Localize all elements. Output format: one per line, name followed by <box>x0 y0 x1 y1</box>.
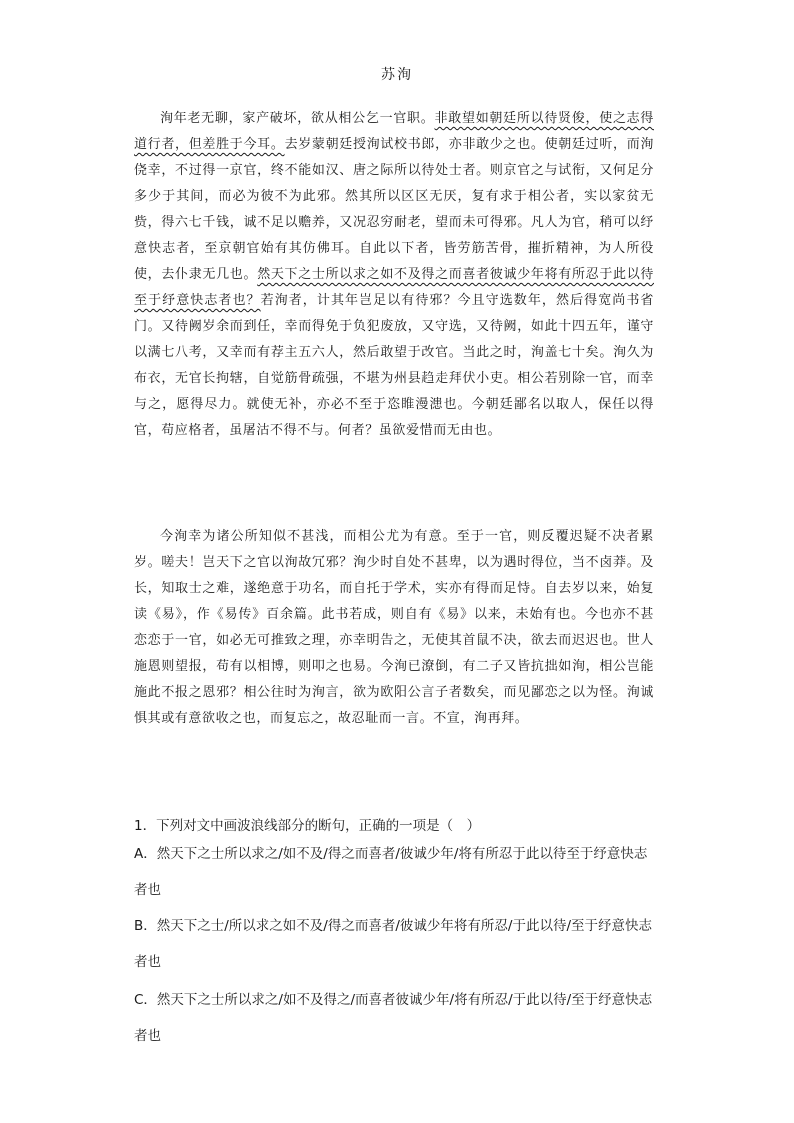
option-b: B．然天下之士/所以求之如不及/得之而喜者/彼诚少年将有所忍/于此以待/至于纾意快志者也 <box>134 918 653 970</box>
passage-text: 去岁蒙朝廷授洵试校书郎，亦非敢少之也。使朝廷过听，而洵侥幸，不过得一京官，终不能如汉、唐之际所以待处士者。则京官之与试衔，又何足分多少于其间，而必为彼不为此邪。然其所以区区无厌，复有求于相公者，实以家贫无赀，得六七千钱，诚不足以赡养，又况忍穷耐老，望而未可得邪。凡人为官，稍可以纾意快志者，至京朝官始有其仿佛耳。自此以下者，皆劳筋苦骨，摧折精神，为人所役使，去仆隶无几也。 <box>134 137 655 282</box>
passage-paragraph-1 <box>134 106 654 444</box>
wavy-underlined-sentence: 然天下之士所以求之如不及得之而喜者彼诚少年将有所忍于此以待至于纾意快志者也？ <box>134 267 654 308</box>
option-c: C．然天下之士所以求之/如不及得之/而喜者彼诚少年/将有所忍/于此以待/至于纾意快志者也 <box>134 992 653 1044</box>
question-stem: 1．下列对文中画波浪线部分的断句，正确的一项是（ ） <box>134 818 481 834</box>
passage-paragraph-2: 今洵幸为诸公所知似不甚浅，而相公尤为有意。至于一官，则反覆迟疑不决者累岁。嗟夫！岂天下之官以洵故冗邪？洵少时自处不甚卑，以为遇时得位，当不卤莽。及长，知取士之难，遂绝意于功名，而自托于学术，实亦有得而足恃。自去岁以来，始复读《易》，作《易传》百余篇。此书若成，则自有《易》以来，未始有也。今也亦不甚恋恋于一官，如必无可推致之理，亦幸明告之，无使其首鼠不决，欲去而迟迟也。世人施恩则望报，苟有以相博，则叩之也易。今洵已潦倒，有二子又皆抗拙如洵，相公岂能施此不报之恩邪？相公往时为洵言，欲为欧阳公言子者数矣，而见鄙恋之以为怪。洵诚惧其或有意欲收之也，而复忘之，故忍耻而一言。不宣，洵再拜。 <box>134 529 654 726</box>
passage-text: 洵年老无聊，家产破坏，欲从相公乞一官职。 <box>160 111 435 126</box>
passage-text: 若洵者，计其年岂足以有待邪？今且守选数年，然后得宽尚书省门。又待阙岁余而到任，幸而得免于负犯废放，又守选，又待阙，如此十四五年，谨守以满七八考，又幸而有荐主五六人，然后敢望于改官。当此之时，洵盖七十矣。洵久为布衣，无官长拘辖，自觉筋骨疏强，不堪为州县趋走拜伏小吏。相公若别除一官，而幸与之，愿得尽力。就使无补，亦必不至于恣睢漫漶也。今朝廷鄙名以取人，保任以得官，苟应格者，虽屠沽不得不与。何者？虽欲爱惜而无由也。 <box>134 293 654 438</box>
option-a: A．然天下之士所以求之/如不及/得之而喜者/彼诚少年/将有所忍于此以待至于纾意快志者也 <box>134 846 648 898</box>
document-title: 苏洵 <box>381 67 413 83</box>
wavy-underlined-sentence: 非敢望如朝廷所以待贤俊，使之志得道行者，但差胜于今耳。 <box>134 111 654 152</box>
